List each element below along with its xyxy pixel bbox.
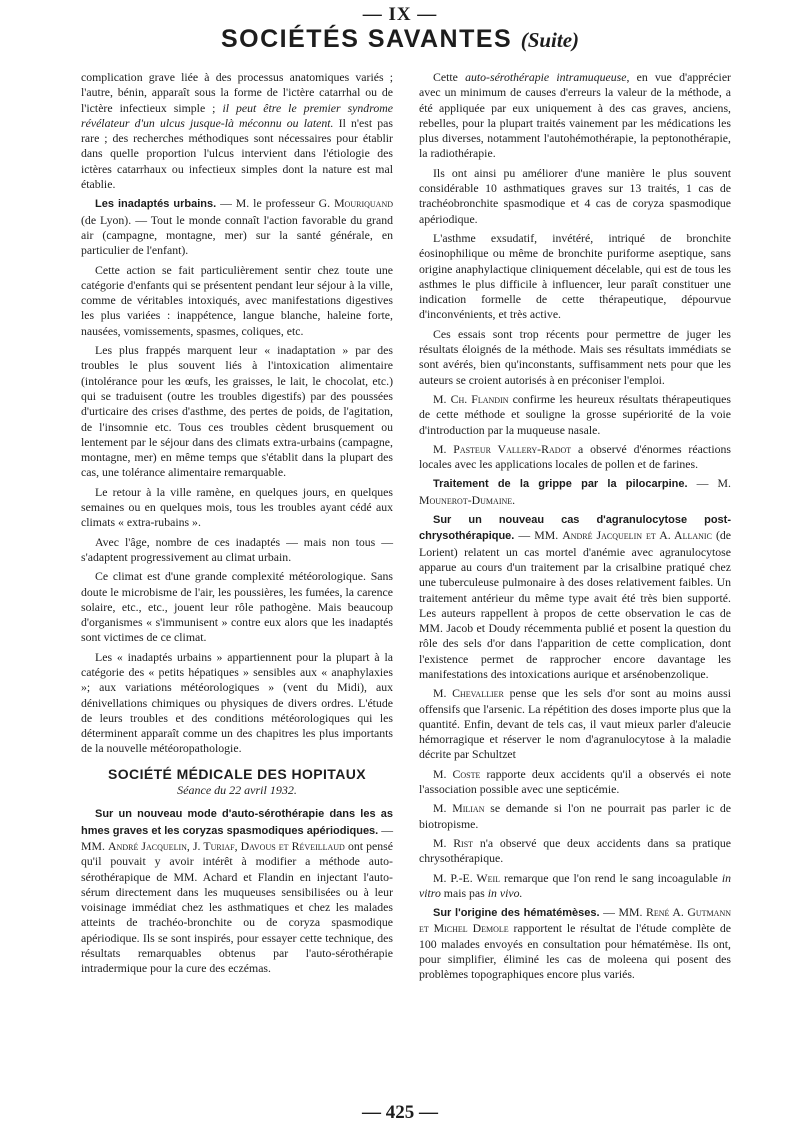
italic-text: in vivo.	[487, 885, 523, 900]
text-run: rapportent le résultat de l'étude complète de 100 malades envoyés en consultation pour hématémèse. Ils ont, pour simplifier, éliminé les cas de moleena qui posent des problèmes topographiques encore plus variés.	[419, 921, 731, 982]
text-run: — MM.	[81, 822, 393, 853]
text-run: pense que les sels d'or sont au moins aussi offensifs que l'arsenic. La répétition des doses importe plus que la quantité. Enfin, devant de tels cas, il vaut mieux parler d'aleucie hémorragique et réserver le nom d'agranulocytose à la maladie décrite par Schultzet	[419, 686, 732, 762]
paragraph: Le retour à la ville ramène, en quelques jours, en quelques semaines ou en quelques mois, tous les troubles ayant cédé aux climats « extra-rubains ».	[81, 484, 393, 530]
author-name: M. Ch. Flandin	[433, 391, 509, 406]
author-names: René A. Gutmann et Michel Demole	[419, 905, 732, 936]
running-title-suffix: (Suite)	[520, 28, 580, 52]
author-name: M. Chevallier	[433, 686, 504, 701]
text-run: (de Lyon). — Tout le monde connaît l'action favorable du grand air (campagne, montagne, mer) sur la santé générale, en particulier de l'enfant).	[81, 212, 393, 258]
text-run: — M. le professeur G.	[216, 196, 335, 211]
paragraph	[419, 767, 731, 798]
section-grippe-pilocarpine	[419, 476, 731, 508]
italic-text: auto-sérothérapie intramuqueuse	[465, 70, 627, 84]
text-run: confirme les heureux résultats thérapeutiques de cette méthode et souligne la grosse supériorité de la voie d'introduction par la muqueuse nasale.	[419, 391, 731, 437]
text-run: complication grave liée à des processus anatomiques variés ; l'autre, bénin, apparaît sous la forme de l'ictère catarrhal ou de l'ictère infectieux simple ;	[81, 70, 393, 115]
author-name: M. Milian	[433, 801, 485, 816]
paragraph: Avec l'âge, nombre de ces inadaptés — mais non tous — s'adaptent progressivement au climat urbain.	[81, 534, 393, 564]
section-hematemeses	[419, 905, 731, 982]
paragraph	[419, 70, 731, 162]
paragraph: L'asthme exsudatif, invétéré, intriqué de bronchite éosinophilique ou même de bronchite puriforme aseptique, sans origine anaphylactique cliniquement décelable, qui est de tous les asthmes le plus difficile à influencer, leur paraît constituer une indication formelle de cette thérapeutique, dépourvue d'inconvénients, et très active.	[419, 230, 731, 322]
paragraph: Ils ont ainsi pu améliorer d'une manière le plus souvent considérable 10 asthmatiques graves sur 13 traités, 1 cas de trachéobronchite spasmodique et 4 cas de coryza spasmodique apériodique.	[419, 165, 731, 226]
italic-text: il peut être le premier syndrome révélateur d'un ulcus jusque-là méconnu ou latent.	[81, 100, 394, 130]
text-run: — M.	[687, 476, 731, 491]
author-name: M. Pasteur Vallery-Radot	[433, 441, 572, 456]
paragraph: Ce climat est d'une grande complexité météorologique. Sans doute le microbisme de l'air, les poussières, les fumées, la carence solaire, etc., etc., jouent leur rôle pathogène. Mais beaucoup d'organismes « s'immunisent » contre eux alors que les inadaptés sont victimes de ce climat.	[81, 569, 393, 645]
paragraph	[419, 392, 731, 438]
paragraph: Les plus frappés marquent leur « inadaptation » par des troubles le plus souvent liés à l'intoxication alimentaire (intolérance pour les œufs, les graisses, le lait, le chocolat, etc.) qui se traduisent (outre les troubles digestifs) par des poussées d'urticaire des crises d'asthme, des pertes de poids, de l'agitation, de l'insomnie etc. Tous ces troubles cèdent brusquement ou lentement par le séjour dans des climats extra-urbains (campagne, montagne, mer) en même temps que s'établit dans la plupart des cas, une tolérance alimentaire remarquable.	[81, 343, 393, 480]
text-run: (de Lorient) relatent un cas mortel d'anémie avec agranulocytose apparue au cours d'un traitement par la crisalbine pratiqué chez une tuberculeuse pulmonaire à des doses relativement faibles. Un traitement antérieur du même type avait été très bien supporté. Les auteurs rappellent à propos de cette observation le cas de MM. Jacob et Doudy récemmenta publié et posent la question du rôle des sels d'or dans l'apparition de cette complication, dont l'existence permet de rapprocher encore davantage les manifestations des intoxications aurique et arsénobenzolique.	[419, 528, 732, 681]
paragraph	[419, 871, 731, 902]
text-run: rapporte deux accidents qu'il a observés ei note l'association possible avec une septicémie.	[419, 766, 731, 797]
paragraph: Les « inadaptés urbains » appartiennent pour la plupart à la catégorie des « petits hépatiques » sensibles aux « anaphylaxies »; aux variations météorologiques » (vent du Midi), aux dénivellations chimiques ou physiques de divers ordres. L'étude de leurs troubles et des conditions météorologiques qui les déterminent apparaît comme un des chapitres les plus importants de la nouvelle météoropathologie.	[81, 649, 393, 756]
text-run: remarque que l'on rend le sang incoagulable	[500, 870, 722, 885]
italic-text: in vitro	[419, 870, 732, 900]
paragraph: Ces essais sont trop récents pour permettre de juger les résultats éloignés de la méthode. Mais ses résultats immédiats se sont avérés, bien qu'inconstants, suffisamment nets pour que les auteurs se croient autorisés à en préconiser l'emploi.	[419, 326, 731, 387]
author-names: André Jacquelin, J. Turiaf, Davous et Réveillaud	[108, 838, 345, 853]
session-date: Séance du 22 avril 1932.	[177, 783, 297, 798]
text-run: a observé d'énormes réactions locales avec les applications locales de pollen et de farines.	[419, 441, 731, 472]
left-column	[81, 70, 393, 981]
section-heading: Traitement de la grippe par la pilocarpine.	[433, 478, 688, 491]
section-heading: Sur un nouveau cas d'agranulocytose post-chrysothérapique.	[419, 514, 731, 543]
text-run: — MM.	[514, 528, 563, 543]
section-agranulocytose	[419, 512, 731, 682]
text-run: n'a observé que deux accidents dans sa pratique chrysothérapique.	[419, 835, 731, 866]
author-name: M. Rist	[433, 835, 474, 850]
text-run: mais pas	[440, 885, 488, 900]
running-title-text: SOCIÉTÉS SAVANTES	[220, 25, 513, 53]
right-column	[419, 70, 731, 987]
paragraph	[419, 801, 731, 832]
author-name: Mouriquand	[334, 196, 393, 211]
text-run: , en vue d'apprécier avec un minimum de causes d'erreurs la valeur de la méthode, a été appliquée par eux uniquement à des cas graves, anciens, rebelles, pour la plupart traités vainement par les médications les plus diverses, notamment l'autohémothérapie, la peptonothérapie, la radiothérapie.	[419, 70, 731, 161]
section-heading: Sur l'origine des hématémèses.	[433, 907, 600, 920]
author-names: André Jacquelin et A. Allanic	[562, 528, 712, 543]
text-run: se demande si l'on ne pourrait pas parler ic de biotropisme.	[419, 801, 731, 831]
section-heading: Sur un nouveau mode d'auto-sérothérapie dans les as hmes graves et les coryzas spasmodiques apériodiques.	[81, 808, 393, 837]
society-title: SOCIÉTÉ MÉDICALE DES HOPITAUX	[108, 765, 366, 782]
text-run: — MM.	[599, 905, 646, 920]
paragraph	[419, 442, 731, 473]
page-number: — 425 —	[362, 1102, 438, 1123]
page-roman-numeral: — IX —	[362, 4, 438, 25]
text-run: Cette	[433, 70, 466, 84]
section-heading: Les inadaptés urbains.	[95, 198, 217, 211]
text-run: ont pensé qu'il pouvait y avoir intérêt à modifier a méthode auto-sérothérapique de MM. Achard et Flandin en injectant l'auto-sérum directement dans les muqueuses sensibilisées ou à leur voisinage immédiat chez les asthmatiques et chez les malades atteints de trachéo-bronchite ou de coryza spasmodique apériodique. Ils se sont inspirés, pour essayer cette technique, des résultats remarquables obtenus par l'auto-sérothérapie intradermique pour la cure des eczémas.	[81, 838, 393, 976]
section-inadaptes-urbains	[81, 196, 393, 258]
running-title	[0, 25, 800, 54]
paragraph	[81, 70, 393, 192]
paragraph	[419, 836, 731, 867]
author-name: M. Coste	[433, 766, 481, 781]
author-name: Mounerot-Dumaine.	[419, 492, 516, 507]
paragraph	[419, 686, 731, 762]
paragraph: Cette action se fait particulièrement sentir chez toute une catégorie d'enfants qui se présentent pendant leur séjour à la ville, comme de véritables intoxiqués, avec manifestations digestives les plus variées : inappétence, langue blanche, haleine forte, nausées, vomissements, spasmes, coliques, etc.	[81, 262, 393, 338]
author-name: M. P.-E. Weil	[433, 870, 501, 885]
section-auto-serotherapie	[81, 806, 393, 976]
text-run: Il n'est pas rare ; des recherches méthodiques sont nécessaires pour établir dans quelle proportion l'ulcus intervient dans l'étiologie des ictères catarrhaux ou infectieux simples dont la nature est mal établie.	[81, 115, 393, 192]
